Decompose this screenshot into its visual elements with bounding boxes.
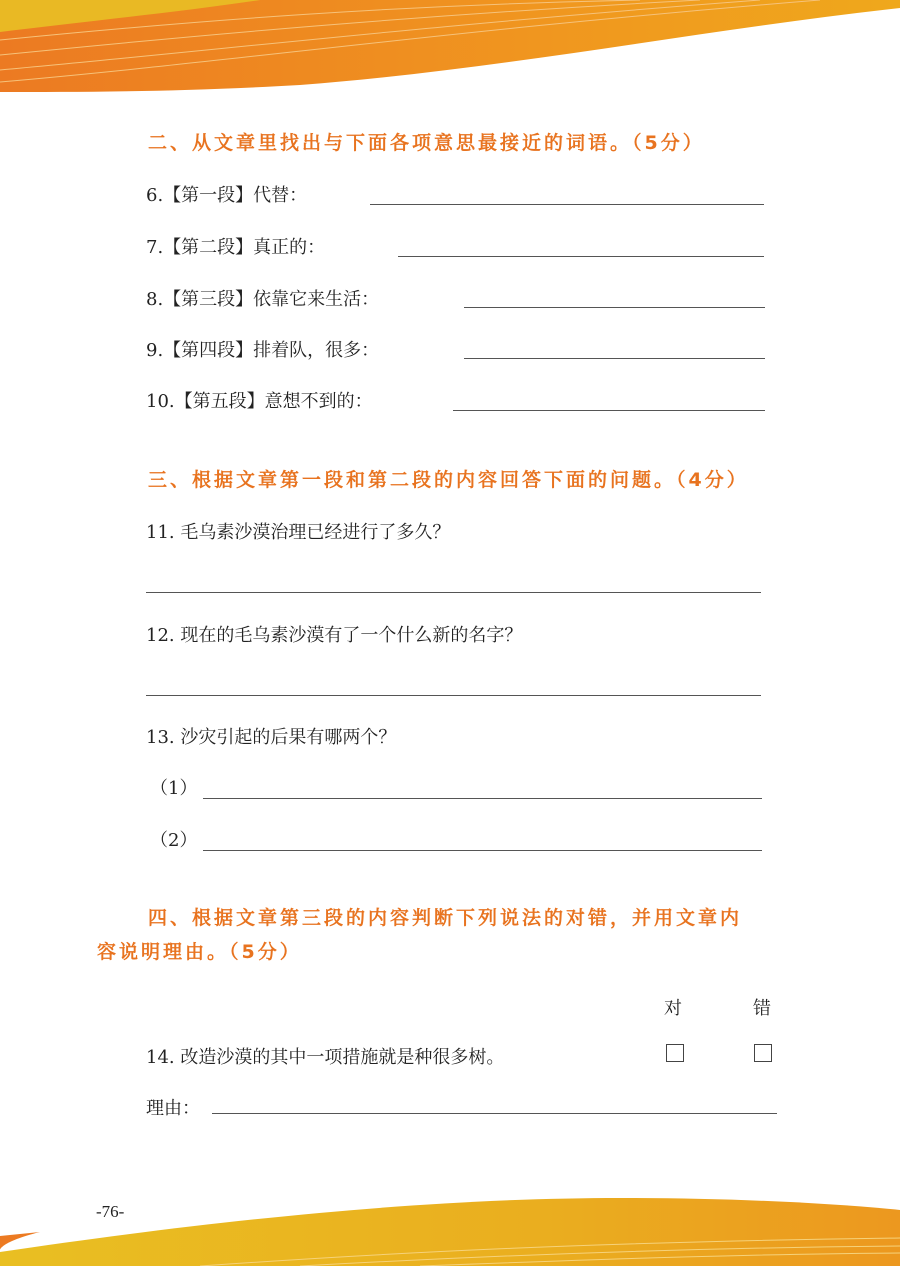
top-decorative-banner	[0, 0, 900, 100]
question-10-label: 10.【第五段】意想不到的：	[146, 391, 373, 412]
question-13-sub-1-answer-line[interactable]	[203, 798, 762, 799]
reason-label: 理由：	[146, 1098, 200, 1119]
question-6-label: 6.【第一段】代替：	[146, 185, 308, 206]
question-8-answer-line[interactable]	[464, 307, 765, 308]
question-13-sub-1-label: （1）	[150, 778, 198, 799]
question-9-answer-line[interactable]	[464, 358, 765, 359]
question-6-answer-line[interactable]	[370, 204, 764, 205]
question-7-answer-line[interactable]	[398, 256, 764, 257]
question-8-label: 8.【第三段】依靠它来生活：	[146, 289, 380, 310]
question-13-sub-2-label: （2）	[150, 830, 198, 851]
question-13-sub-2-answer-line[interactable]	[203, 850, 762, 851]
section-3-heading: 三、根据文章第一段和第二段的内容回答下面的问题。（4分）	[148, 469, 749, 491]
section-4-heading-line-1: 四、根据文章第三段的内容判断下列说法的对错，并用文章内	[148, 907, 743, 929]
false-column-header: 错	[753, 998, 771, 1019]
question-12-answer-line[interactable]	[146, 695, 761, 696]
false-checkbox[interactable]	[754, 1044, 772, 1062]
question-13-label: 13. 沙灾引起的后果有哪两个？	[146, 727, 397, 748]
question-9-label: 9.【第四段】排着队，很多：	[146, 340, 380, 361]
question-10-answer-line[interactable]	[453, 410, 765, 411]
reason-answer-line[interactable]	[212, 1113, 777, 1114]
question-14-label: 14. 改造沙漠的其中一项措施就是种很多树。	[146, 1047, 505, 1068]
true-checkbox[interactable]	[666, 1044, 684, 1062]
question-7-label: 7.【第二段】真正的：	[146, 237, 326, 258]
section-2-heading: 二、从文章里找出与下面各项意思最接近的词语。（5分）	[148, 132, 705, 154]
true-column-header: 对	[664, 998, 682, 1019]
page-number: -76-	[96, 1202, 125, 1221]
section-4-heading-line-2: 容说明理由。（5分）	[97, 941, 302, 963]
question-11-answer-line[interactable]	[146, 592, 761, 593]
bottom-decorative-banner	[0, 1190, 900, 1266]
question-12-label: 12. 现在的毛乌素沙漠有了一个什么新的名字？	[146, 625, 523, 646]
question-11-label: 11. 毛乌素沙漠治理已经进行了多久？	[146, 522, 451, 543]
